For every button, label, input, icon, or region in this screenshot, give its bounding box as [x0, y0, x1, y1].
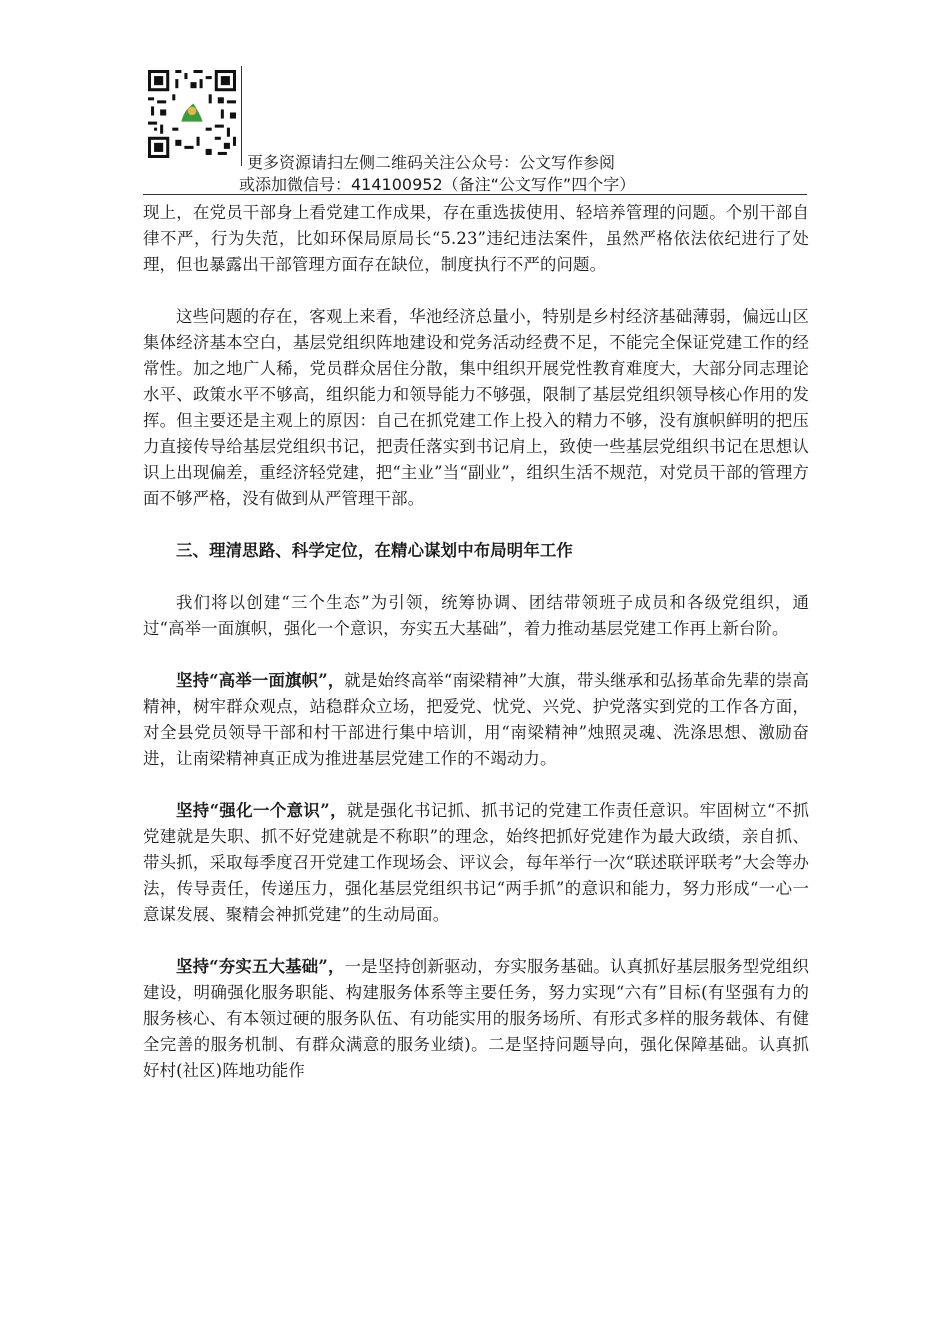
paragraph-2: 这些问题的存在，客观上来看，华池经济总量小，特别是乡村经济基础薄弱，偏远山区集体经济基本空白，基层党组织阵地建设和党务活动经费不足，不能完全保证党建工作的经常性。加之地广人稀，党员群众居住分散，集中组织开展党性教育难度大，大部分同志理论水平、政策水平不够高，组织能力和领导能力不够强，限制了基层党组织领导核心作用的发挥。但主要还是主观上的原因：自己在抓党建工作上投入的精力不够，没有旗帜鲜明的把压力直接传导给基层党组织书记，把责任落实到书记肩上，致使一些基层党组织书记在思想认识上出现偏差，重经济轻党建，把“主业”当“副业”，组织生活不规范，对党员干部的管理方面不够严格，没有做到从严管理干部。: [143, 307, 809, 508]
paragraph-6: [143, 954, 809, 1084]
page-header: [143, 66, 807, 196]
header-horizontal-rule: [143, 194, 807, 195]
document-body: [143, 200, 809, 1110]
paragraph-1: 现上，在党员干部身上看党建工作成果，存在重选拔使用、轻培养管理的问题。个别干部自律不严，行为失范，比如环保局原局长“5.23”违纪违法案件，虽然严格依法依纪进行了处理，但也暴露出干部管理方面存在缺位，制度执行不严的问题。: [143, 203, 809, 274]
paragraph-6-lead: 坚持“夯实五大基础”，: [176, 957, 345, 976]
contact-line-2: 或添加微信号：414100952（备注“公文写作”四个字）: [239, 175, 636, 194]
contact-line-1: 更多资源请扫左侧二维码关注公众号：公文写作参阅: [247, 153, 616, 172]
paragraph-4: [143, 668, 809, 772]
paragraph-4-text: 就是始终高举“南梁精神”大旗，带头继承和弘扬革命先辈的崇高精神，树牢群众观点，站稳群众立场，把爱党、忧党、兴党、护党落实到党的工作各方面，对全县党员领导干部和村干部进行集中培训，用“南梁精神”烛照灵魂、洗涤思想、激励奋进，让南梁精神真正成为推进基层党建工作的不竭动力。: [143, 671, 810, 768]
section-heading-3: 三、理清思路、科学定位，在精心谋划中布局明年工作: [176, 541, 573, 560]
qr-code-icon: [148, 70, 236, 158]
paragraph-4-lead: 坚持“高举一面旗帜”，: [176, 671, 345, 690]
paragraph-5-lead: 坚持“强化一个意识”，: [176, 801, 347, 820]
header-vertical-rule: [241, 66, 242, 166]
paragraph-3: 我们将以创建“三个生态”为引领，统筹协调、团结带领班子成员和各级党组织，通过“高举一面旗帜，强化一个意识，夯实五大基础”，着力推动基层党建工作再上新台阶。: [143, 593, 809, 638]
paragraph-5: [143, 798, 809, 928]
paragraph-6-text: 一是坚持创新驱动，夯实服务基础。认真抓好基层服务型党组织建设，明确强化服务职能、构建服务体系等主要任务，努力实现“六有”目标(有坚强有力的服务核心、有本领过硬的服务队伍、有功能实用的服务场所、有形式多样的服务载体、有健全完善的服务机制、有群众满意的服务业绩)。二是坚持问题导向，强化保障基础。认真抓好村(社区)阵地功能作: [143, 957, 809, 1080]
paragraph-5-text: 就是强化书记抓、抓书记的党建工作责任意识。牢固树立“不抓党建就是失职、抓不好党建就是不称职”的理念，始终把抓好党建作为最大政绩，亲自抓、带头抓，采取每季度召开党建工作现场会、评议会，每年举行一次“联述联评联考”大会等办法，传导责任，传递压力，强化基层党组织书记“两手抓”的意识和能力，努力形成“一心一意谋发展、聚精会神抓党建”的生动局面。: [143, 801, 809, 924]
